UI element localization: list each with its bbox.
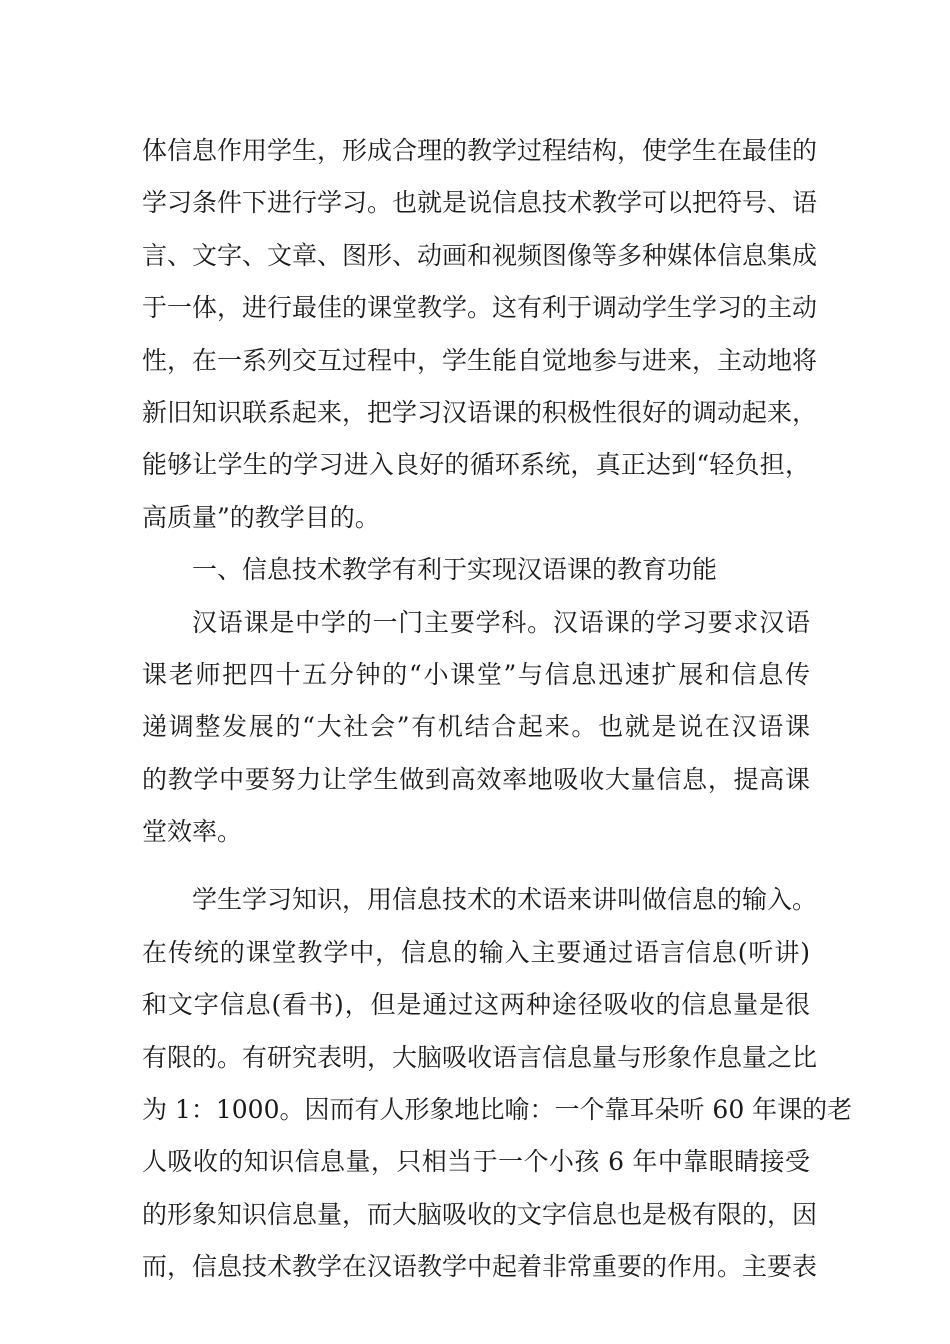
text-line: 体信息作用学生，形成合理的教学过程结构，使学生在最佳的: [142, 136, 818, 165]
text-line: 递调整发展的“大社会”有机结合起来。也就是说在汉语课: [142, 712, 810, 742]
text-line: 堂效率。: [142, 817, 243, 847]
text-line: 课老师把四十五分钟的“小课堂”与信息迅速扩展和信息传: [142, 659, 810, 689]
text-line: 学习条件下进行学习。也就是说信息技术教学可以把符号、语: [142, 188, 818, 218]
text-line: 的形象知识信息量，而大脑吸收的文字信息也是极有限的，因: [142, 1199, 818, 1229]
text-line: 和文字信息(看书)，但是通过这两种途径吸收的信息量是很: [142, 990, 810, 1020]
text-line: 而，信息技术教学在汉语教学中起着非常重要的作用。主要表: [142, 1252, 818, 1282]
text-line: 高质量”的教学目的。: [142, 502, 380, 532]
text-line: 于一体，进行最佳的课堂教学。这有利于调动学生学习的主动: [142, 293, 818, 323]
text-line: 为 1：1000。因而有人形象地比喻：一个靠耳朵听 60 年课的老: [142, 1095, 853, 1125]
text-line: 能够让学生的学习进入良好的循环系统，真正达到“轻负担，: [142, 450, 810, 480]
text-line: 在传统的课堂教学中，信息的输入主要通过语言信息(听讲): [142, 937, 810, 967]
text-line: 的教学中要努力让学生做到高效率地吸收大量信息，提高课: [142, 764, 810, 794]
section-heading: 一、信息技术教学有利于实现汉语课的教育功能: [192, 555, 718, 585]
text-line: 新旧知识联系起来，把学习汉语课的积极性很好的调动起来，: [142, 397, 818, 427]
text-line: 汉语课是中学的一门主要学科。汉语课的学习要求汉语: [192, 607, 810, 637]
paragraph-2: [142, 597, 810, 859]
paragraph-3: [142, 874, 853, 1293]
text-line: 有限的。有研究表明，大脑吸收语言信息量与形象作息量之比: [142, 1042, 818, 1072]
document-body: [142, 125, 853, 1294]
paragraph-1: [142, 125, 818, 544]
text-line: 性，在一系列交互过程中，学生能自觉地参与进来，主动地将: [142, 345, 818, 375]
text-line: 言、文字、文章、图形、动画和视频图像等多种媒体信息集成: [142, 240, 818, 270]
text-line: 人吸收的知识信息量，只相当于一个小孩 6 年中靠眼睛接受: [142, 1147, 810, 1177]
text-line: 学生学习知识，用信息技术的术语来讲叫做信息的输入。: [192, 885, 818, 915]
paragraph-gap: [142, 858, 810, 874]
